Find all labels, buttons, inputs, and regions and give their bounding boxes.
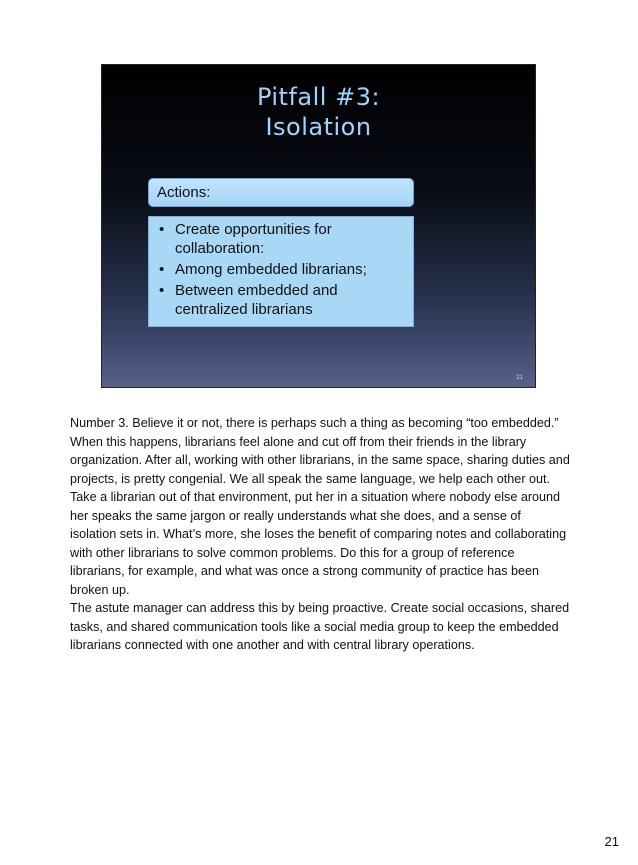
- page-number: 21: [604, 834, 619, 849]
- notes-paragraph: The astute manager can address this by being proactive. Create social occasions, shared tasks, and shared communication tools like a social media group to keep the embedded librarians connected with one another and with central library operations.: [70, 601, 570, 652]
- slide-title-line1: Pitfall #3:: [256, 83, 381, 111]
- speaker-notes: [70, 414, 570, 655]
- bullet-text: Create opportunities for collaboration:: [175, 221, 332, 257]
- actions-list-box: [148, 216, 414, 327]
- bullet-icon: •: [159, 282, 165, 299]
- notes-paragraph: Number 3. Believe it or not, there is perhaps such a thing as becoming “too embedded.”: [70, 416, 559, 430]
- bullet-icon: •: [159, 261, 165, 278]
- actions-header-box: [148, 178, 414, 207]
- actions-list: [159, 220, 405, 319]
- slide-image: [101, 64, 536, 388]
- list-item: [159, 260, 405, 279]
- bullet-text: Between embedded and centralized librarians: [175, 282, 338, 318]
- actions-label: Actions:: [157, 184, 211, 201]
- slide-title-line2: Isolation: [265, 113, 372, 141]
- notes-paragraph: When this happens, librarians feel alone and cut off from their friends in the library organization. After all, working with other librarians, in the same space, sharing duties and projects, is pretty congenial. We all speak the same language, we help each other out. Take a librarian out of that environment, put her in a situation where nobody else around her speaks the same jargon or really understands what she does, and a sense of isolation sets in. What’s more, she loses the benefit of comparing notes and collaborating with other librarians to solve common problems. Do this for a group of reference librarians, for example, and what was once a strong community of practice has been broken up.: [70, 434, 570, 597]
- bullet-text: Among embedded librarians;: [175, 261, 367, 278]
- slide-number: 21: [516, 375, 523, 381]
- bullet-icon: •: [159, 221, 165, 238]
- list-item: [159, 281, 405, 319]
- list-item: [159, 220, 405, 258]
